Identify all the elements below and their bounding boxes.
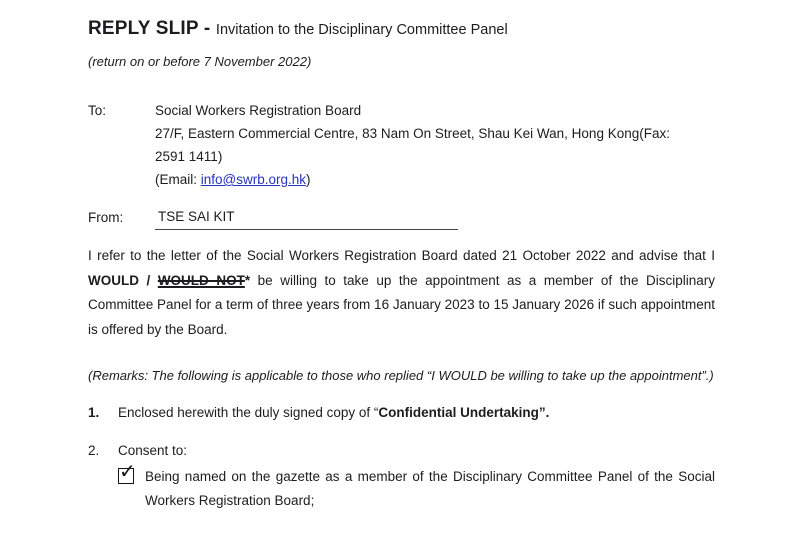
recipient-name: Social Workers Registration Board: [155, 103, 362, 118]
to-label: To:: [88, 103, 107, 118]
consent-checkbox[interactable]: [118, 459, 136, 484]
item-1-number: 1.: [88, 405, 100, 420]
return-deadline-note: (return on or before 7 November 2022): [88, 54, 312, 69]
to-address: [155, 99, 670, 191]
paragraph-part2: be willing to take up the appointment as a member of the Disciplinary Committee Panel for a term of three years from 16 January 2023 to 15 January 2026 if such appointment is offered by the Board.: [88, 272, 715, 337]
paragraph-part1: I refer to the letter of the Social Workers Registration Board dated 21 October 2022 and advise that I: [88, 248, 715, 263]
from-section: [88, 205, 715, 230]
consent-option-label: Being named on the gazette as a member of the Disciplinary Committee Panel of the Social Workers Registration Board;: [145, 469, 715, 508]
email-suffix: ): [306, 172, 311, 187]
to-section: [88, 99, 715, 191]
item-1-text-regular: Enclosed herewith the duly signed copy of “: [118, 405, 379, 420]
list-item-1: [88, 404, 715, 422]
item-1-text-bold: Confidential Undertaking”.: [378, 405, 550, 420]
checkbox-cell: [118, 459, 145, 513]
from-label: From:: [88, 210, 124, 225]
choice-would-not-struck: WOULD NOT: [157, 272, 245, 288]
title-main: REPLY SLIP -: [88, 18, 216, 39]
email-link[interactable]: info@swrb.org.hk: [200, 172, 307, 187]
from-name-field: TSE SAI KIT: [155, 205, 458, 230]
item-2-text: Consent to:: [118, 443, 188, 458]
body-paragraph: [88, 244, 715, 342]
choice-would: WOULD /: [88, 272, 158, 288]
page-title: [88, 16, 715, 43]
item-2-number: 2.: [88, 443, 100, 458]
list-item-2: [88, 442, 715, 460]
remarks-note: (Remarks: The following is applicable to those who replied “I WOULD be willing to take up the appointment”.): [88, 368, 714, 383]
title-subtext: Invitation to the Disciplinary Committee Panel: [215, 22, 508, 38]
email-prefix: (Email:: [155, 172, 201, 187]
email-line: [155, 168, 670, 191]
choice-asterisk: *: [244, 272, 251, 288]
address-line-2: 2591 1411): [155, 149, 223, 164]
checkmark-icon: ✓: [119, 459, 136, 483]
address-line-1: 27/F, Eastern Commercial Centre, 83 Nam On Street, Shau Kei Wan, Hong Kong(Fax:: [155, 126, 670, 141]
item-1-text: [118, 404, 549, 422]
consent-option-row: [118, 459, 715, 513]
